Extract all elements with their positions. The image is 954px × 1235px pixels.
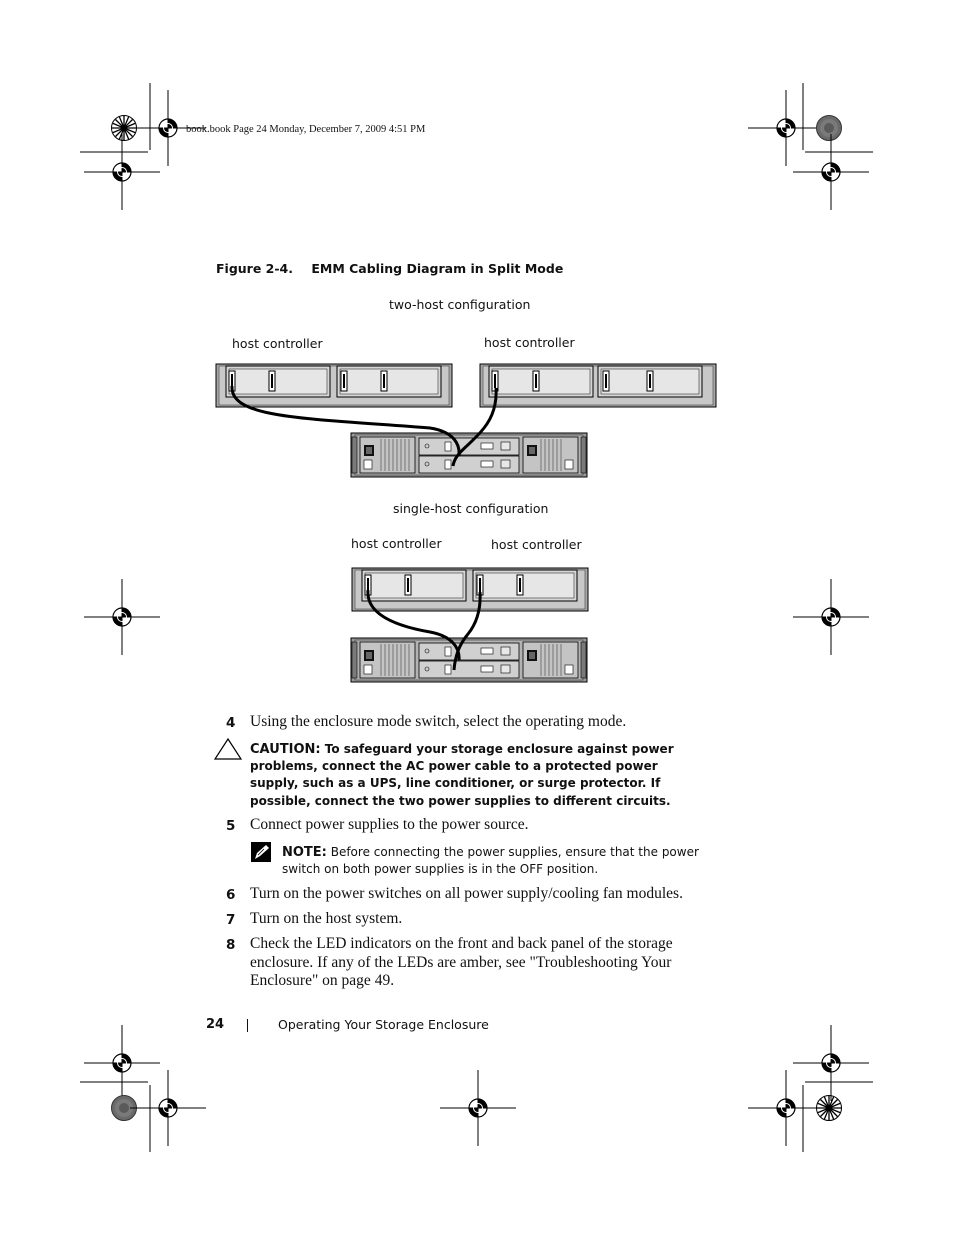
step-number: 7 <box>226 912 236 928</box>
note-block <box>282 844 722 878</box>
figure-title: EMM Cabling Diagram in Split Mode <box>311 261 564 276</box>
caution-label: CAUTION: <box>250 742 321 757</box>
single-host-left-label: host controller <box>351 536 442 551</box>
single-host-right-label: host controller <box>491 537 582 552</box>
step-number: 4 <box>226 715 236 731</box>
single-host-enclosure <box>351 638 587 682</box>
step-number: 5 <box>226 818 236 834</box>
footer-page-number: 24 <box>206 1017 225 1032</box>
two-host-enclosure <box>351 433 587 477</box>
two-host-right-label: host controller <box>484 335 575 350</box>
two-host-left-label: host controller <box>232 336 323 351</box>
figure-number: Figure 2-4. <box>216 261 293 276</box>
two-host-left-controller <box>216 364 452 407</box>
step-text: Using the enclosure mode switch, select the operating mode. <box>250 713 627 730</box>
two-host-heading: two-host configuration <box>389 297 531 312</box>
note-text: Before connecting the power supplies, ensure that the power switch on both power supplies is in the OFF position. <box>282 845 699 876</box>
single-host-heading: single-host configuration <box>393 501 549 516</box>
footer-section-title: Operating Your Storage Enclosure <box>278 1017 489 1032</box>
step-text: Turn on the host system. <box>250 910 403 927</box>
step-text: Check the LED indicators on the front and back panel of the storage enclosure. If any of the LEDs are amber, see "Troubleshooting Your Enclosure" on page 49. <box>250 935 673 989</box>
caution-text: To safeguard your storage enclosure against power problems, connect the AC power cable to a protected power supply, such as a UPS, line conditioner, or surge protector. If possible, connect the two power supplies to different circuits. <box>250 742 674 808</box>
step-number: 6 <box>226 887 236 903</box>
step-number: 8 <box>226 937 236 953</box>
step-text: Connect power supplies to the power source. <box>250 816 529 833</box>
single-host-controller <box>352 568 588 611</box>
note-label: NOTE: <box>282 845 327 860</box>
step-text: Turn on the power switches on all power supply/cooling fan modules. <box>250 885 683 902</box>
two-host-right-controller <box>480 364 716 407</box>
header-slug: book.book Page 24 Monday, December 7, 2009 4:51 PM <box>186 124 426 135</box>
caution-block <box>250 741 710 810</box>
warning-triangle-icon <box>215 739 241 759</box>
footer-separator <box>247 1019 248 1032</box>
pencil-note-icon <box>251 842 271 862</box>
